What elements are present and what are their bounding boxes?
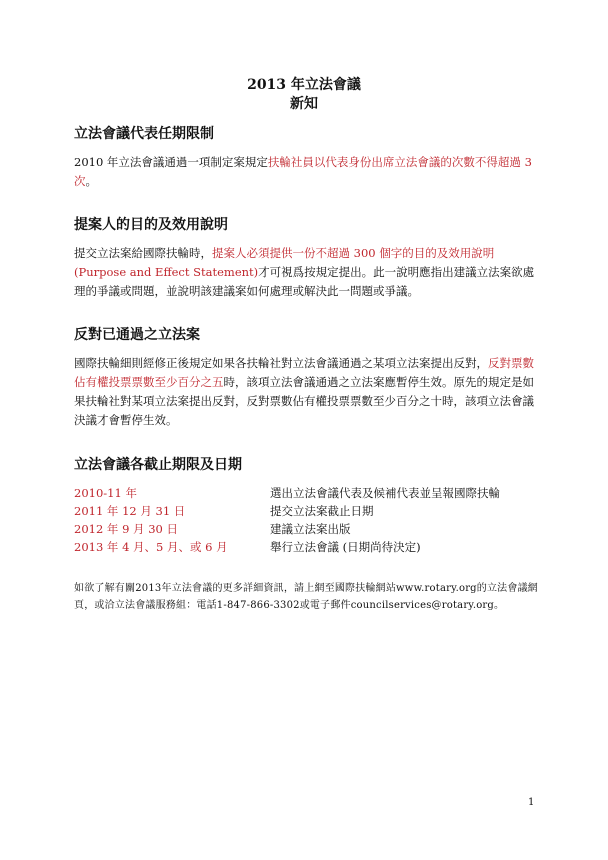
section-paragraph (74, 153, 544, 191)
paragraph-text: 才可視爲按規定提出。此一說明應指出建議立法案欲處理的爭議或問題，並說明該建議案如何處理或解決此一問題或爭議。 (74, 265, 535, 298)
highlighted-text: 反對票數佔有權投票票數至少百分之五 (74, 356, 534, 389)
section-heading: 立法會議各截止期限及日期 (74, 457, 242, 473)
deadline-row (74, 538, 544, 556)
deadline-date: 2012 年 9 月 30 日 (74, 522, 178, 536)
deadline-row (74, 484, 544, 502)
deadline-date: 2013 年 4 月、5 月、或 6 月 (74, 540, 228, 554)
highlighted-text: 扶輪社員以代表身份出席立法會議的次數不得超過 3 次 (74, 155, 532, 188)
deadline-event: 建議立法案出版 (270, 522, 351, 536)
document-title (0, 76, 608, 114)
section-heading: 反對已通過之立法案 (74, 327, 200, 343)
paragraph-text: 2010 年立法會議通過一項制定案規定 (74, 155, 268, 169)
paragraph-text: 。 (85, 174, 97, 188)
section-purpose-statement (74, 216, 544, 301)
deadline-event: 舉行立法會議 (日期尚待決定) (270, 540, 421, 554)
footer-note: 如欲了解有關2013年立法會議的更多詳細資訊，請上網至國際扶輪網站www.rotary.org的立法會議網頁，或洽立法會議服務組：電話1-847-866-3302或電子郵件councilservices@rotary.org。 (74, 583, 538, 611)
page-number: 1 (528, 797, 535, 808)
highlighted-text: 提案人必須提供一份不超過 300 個字的目的及效用說明 (Purpose and Effect Statement) (74, 246, 495, 279)
section-deadlines (74, 456, 544, 556)
deadline-list (74, 484, 544, 556)
title-line-2: 新知 (290, 96, 318, 112)
deadline-event: 選出立法會議代表及候補代表並呈報國際扶輪 (270, 486, 500, 500)
section-heading: 提案人的目的及效用說明 (74, 217, 228, 233)
deadline-date: 2011 年 12 月 31 日 (74, 504, 186, 518)
section-opposing-legislation (74, 326, 544, 430)
paragraph-text: 時，該項立法會議通過之立法案應暫停生效。原先的規定是如果扶輪社對某項立法案提出反對，反對票數佔有權投票票數至少百分之十時，該項立法會議決議才會暫停生效。 (74, 375, 534, 427)
deadline-event: 提交立法案截止日期 (270, 504, 374, 518)
section-paragraph (74, 354, 544, 430)
title-line-1: 2013 年立法會議 (247, 77, 361, 93)
deadline-row (74, 502, 544, 520)
deadline-row (74, 520, 544, 538)
section-term-limits (74, 125, 544, 191)
paragraph-text: 提交立法案給國際扶輪時， (74, 246, 212, 260)
section-heading: 立法會議代表任期限制 (74, 126, 214, 142)
deadline-date: 2010-11 年 (74, 486, 137, 500)
paragraph-text: 國際扶輪細則經修正後規定如果各扶輪社對立法會議通過之某項立法案提出反對， (74, 356, 488, 370)
section-paragraph (74, 244, 544, 301)
